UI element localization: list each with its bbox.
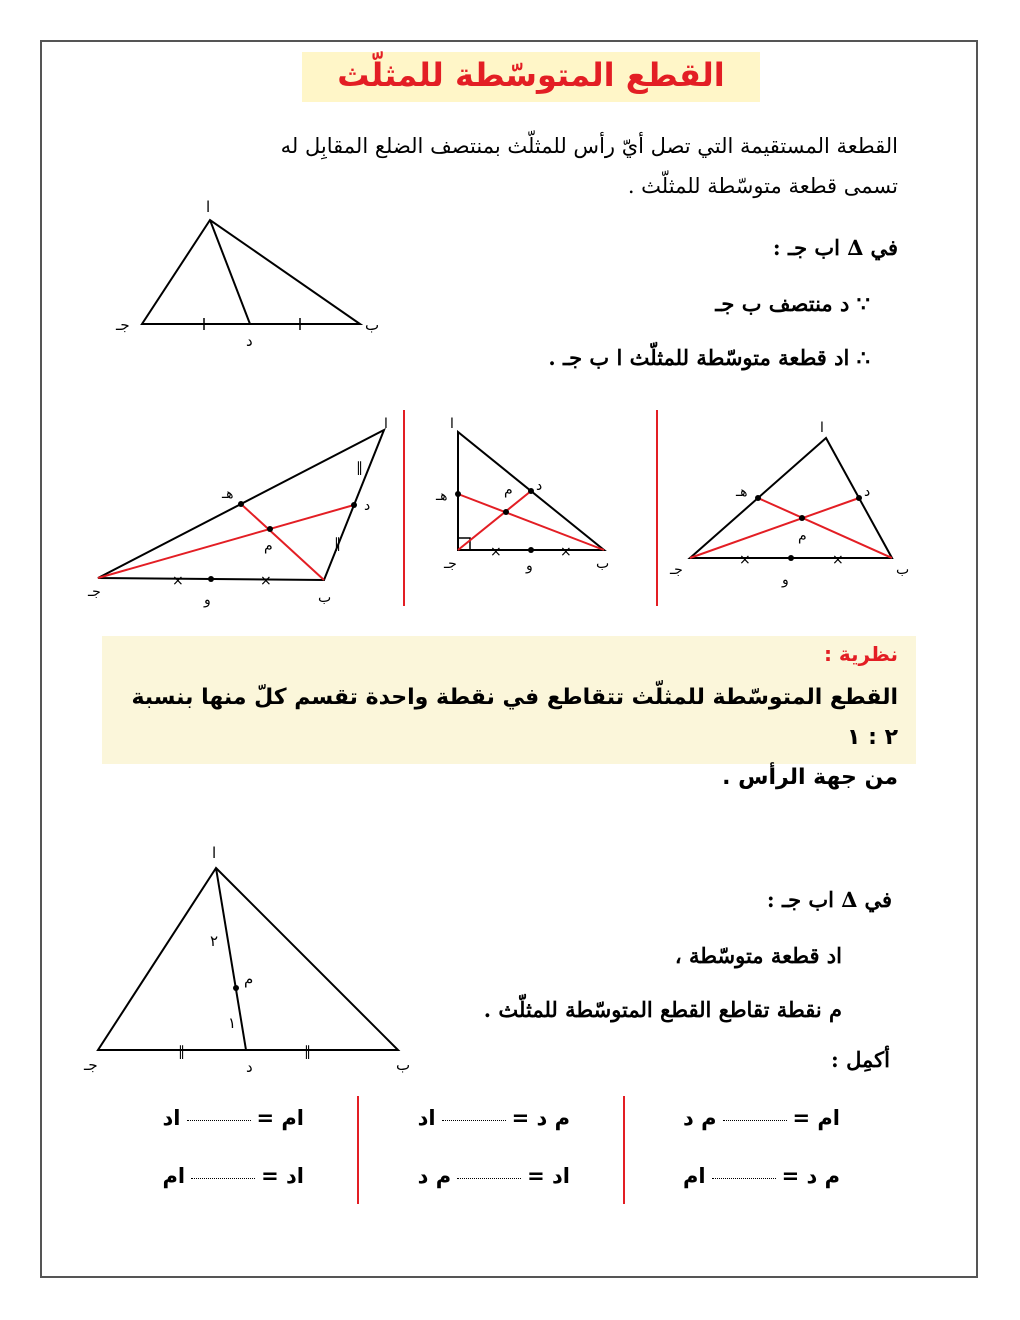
answer-blank[interactable]	[723, 1118, 787, 1121]
definition	[218, 126, 898, 206]
label-b: ب	[318, 590, 332, 606]
label-m: م	[244, 970, 254, 988]
label-b: ب	[596, 556, 610, 572]
label-a: ا	[206, 198, 211, 216]
double-tick: ∥	[178, 1044, 185, 1060]
label-h: هـ	[736, 484, 748, 500]
centroid-dot	[233, 985, 239, 991]
exercise-rhs: م د	[417, 1164, 452, 1188]
label-d: د	[246, 1058, 253, 1076]
midpoint-dot	[788, 555, 794, 561]
label-b: ب	[396, 1056, 411, 1074]
label-m: م	[798, 528, 807, 544]
title-banner	[302, 52, 760, 102]
theorem-box	[102, 636, 916, 790]
centroid-dot	[503, 509, 509, 515]
theorem-title: نظرية :	[823, 642, 898, 666]
exercise-middle-2	[418, 1164, 570, 1188]
midpoint-dot	[351, 502, 357, 508]
median-red	[98, 505, 354, 578]
definition-line-2: تسمى قطعة متوسّطة للمثلّث .	[627, 174, 898, 198]
median-red	[458, 494, 604, 550]
exercise-rhs: اد	[162, 1106, 181, 1130]
label-m: م	[504, 482, 513, 498]
figure-row-medians	[84, 410, 924, 610]
label-c: جـ	[84, 1056, 98, 1074]
exercise-lhs: اد =	[261, 1164, 304, 1188]
theorem-text	[116, 678, 898, 798]
figure-centroid-triangle	[70, 842, 430, 1078]
example2-line-1: اد قطعة متوسّطة ،	[674, 943, 842, 968]
label-d: د	[246, 332, 253, 350]
double-tick: ∥	[356, 460, 363, 476]
divider-red	[357, 1096, 359, 1204]
label-a: ا	[384, 416, 388, 432]
exercise-right-1	[683, 1106, 840, 1130]
answer-blank[interactable]	[442, 1118, 506, 1121]
exercise-lhs: ام =	[792, 1106, 840, 1130]
obtuse-triangle-figure	[87, 416, 388, 608]
exercise-left-1	[163, 1106, 304, 1130]
label-h: هـ	[436, 488, 448, 504]
example2-line-2: م نقطة تقاطع القطع المتوسّطة للمثلّث .	[483, 997, 842, 1022]
theorem-line-1: القطع المتوسّطة للمثلّث تتقاطع في نقطة واحدة تقسم كلّ منها بنسبة ٢ : ١	[131, 685, 898, 750]
figure-median-triangle	[110, 196, 400, 356]
x-tick: ×	[832, 552, 844, 568]
example1-because: ∵ د منتصف ب جـ	[715, 291, 870, 316]
label-a: ا	[450, 416, 454, 432]
exercise-rhs: اد	[417, 1106, 436, 1130]
label-d: د	[364, 498, 371, 514]
median-red	[241, 504, 324, 580]
label-b: ب	[896, 562, 910, 578]
midpoint-dot	[856, 495, 862, 501]
answer-blank[interactable]	[457, 1176, 521, 1179]
label-w: و	[782, 572, 789, 588]
median-red	[758, 498, 892, 558]
ratio-label-bottom: ١	[228, 1014, 237, 1032]
example1-heading: في ∆ اب جـ :	[772, 235, 898, 260]
exercise-rhs: ام	[683, 1164, 706, 1188]
double-tick: ∥	[334, 536, 341, 552]
exercise-lhs: اد =	[527, 1164, 570, 1188]
label-m: م	[264, 538, 273, 554]
label-c: جـ	[88, 584, 101, 600]
example1-therefore: ∴ اد قطعة متوسّطة للمثلّث ا ب جـ .	[548, 345, 870, 370]
label-d: د	[864, 484, 871, 500]
label-a: ا	[820, 420, 824, 436]
midpoint-dot	[528, 488, 534, 494]
triangle-abc	[142, 220, 360, 324]
label-c: جـ	[670, 562, 683, 578]
median-ad	[210, 220, 250, 324]
double-tick: ∥	[304, 1044, 311, 1060]
x-tick: ×	[490, 544, 502, 560]
example2-heading: في ∆ اب جـ :	[766, 887, 892, 912]
x-tick: ×	[260, 573, 272, 589]
median-red	[458, 491, 531, 550]
theorem-line-2: من جهة الرأس .	[722, 765, 898, 790]
centroid-dot	[799, 515, 805, 521]
midpoint-dot	[455, 491, 461, 497]
answer-blank[interactable]	[191, 1176, 255, 1179]
exercise-lhs: ام =	[256, 1106, 304, 1130]
label-h: هـ	[222, 486, 234, 502]
exercise-middle-1	[418, 1106, 570, 1130]
label-c: جـ	[444, 556, 457, 572]
midpoint-dot	[755, 495, 761, 501]
answer-blank[interactable]	[712, 1176, 776, 1179]
midpoint-dot	[528, 547, 534, 553]
midpoint-dot	[238, 501, 244, 507]
median-red	[690, 498, 859, 558]
exercise-left-2	[163, 1164, 304, 1188]
exercise-lhs: م د =	[511, 1106, 570, 1130]
divider-red	[403, 410, 405, 606]
definition-line-1: القطعة المستقيمة التي تصل أيّ رأس للمثلّث بمنتصف الضلع المقابِل له	[280, 134, 898, 158]
answer-blank[interactable]	[187, 1118, 251, 1121]
triangle-abc	[98, 868, 398, 1050]
label-w: و	[526, 558, 533, 574]
exercise-right-2	[683, 1164, 840, 1188]
label-w: و	[204, 592, 211, 608]
label-d: د	[536, 478, 543, 494]
right-triangle-figure	[435, 416, 609, 574]
divider-red	[656, 410, 658, 606]
x-tick: ×	[560, 544, 572, 560]
ratio-label-top: ٢	[210, 932, 219, 950]
exercise-lhs: م د =	[781, 1164, 840, 1188]
complete-heading: أكمِل :	[831, 1047, 890, 1072]
label-c: جـ	[116, 316, 130, 334]
centroid-dot	[267, 526, 273, 532]
midpoint-dot	[208, 576, 214, 582]
acute-triangle-figure	[669, 420, 909, 588]
x-tick: ×	[172, 573, 184, 589]
exercise-rhs: م د	[683, 1106, 717, 1130]
label-a: ا	[212, 844, 217, 862]
label-b: ب	[365, 316, 380, 334]
x-tick: ×	[739, 552, 751, 568]
exercise-rhs: ام	[162, 1164, 186, 1188]
divider-red	[623, 1096, 625, 1204]
page-title: القطع المتوسّطة للمثلّث	[337, 56, 725, 94]
